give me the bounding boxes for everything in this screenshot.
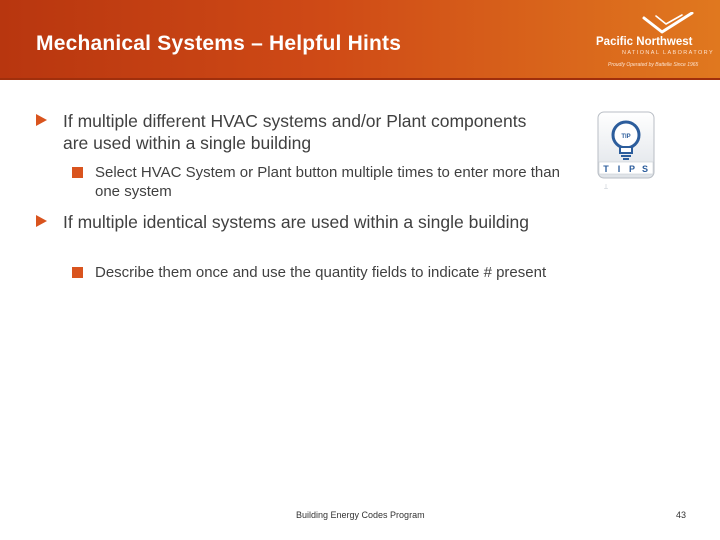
tips-lightbulb-icon (595, 110, 657, 192)
square-bullet-icon (72, 167, 83, 178)
sub-bullet-2-text: Describe them once and use the quantity fields to indicate # present (95, 264, 547, 281)
pnnl-logo (592, 8, 716, 70)
arrow-bullet-icon (36, 215, 47, 227)
logo-tagline: Proudly Operated by Battelle Since 1965 (608, 62, 699, 68)
tips-letter-t: T (603, 164, 609, 174)
header-divider (0, 78, 720, 80)
slide-header (0, 0, 720, 78)
arrow-bullet-icon (36, 114, 47, 126)
bullet-2 (36, 211, 556, 233)
slide-title: Mechanical Systems – Helpful Hints (36, 32, 402, 55)
tips-letter-s: S (641, 164, 649, 174)
sub-bullet-1-text: Select HVAC System or Plant button multiple times to enter more than one system (95, 164, 560, 200)
bullet-1 (36, 110, 556, 154)
tips-letter-p: P (628, 164, 636, 174)
sub-bullet-1 (72, 163, 582, 201)
bullet-1-text: If multiple different HVAC systems and/or Plant components are used within a single building (63, 111, 527, 153)
logo-swoosh-icon (642, 12, 694, 36)
logo-subtitle: NATIONAL LABORATORY (622, 50, 715, 56)
bullet-2-text: If multiple identical systems are used within a single building (63, 212, 529, 232)
svg-text:TIP: TIP (621, 134, 631, 140)
footer-program: Building Energy Codes Program (296, 510, 425, 520)
square-bullet-icon (72, 267, 83, 278)
tips-letter-i: I (617, 164, 621, 174)
svg-text:T: T (603, 182, 609, 189)
logo-name: Pacific Northwest (596, 36, 693, 48)
sub-bullet-2 (72, 263, 582, 282)
page-number: 43 (676, 510, 687, 520)
